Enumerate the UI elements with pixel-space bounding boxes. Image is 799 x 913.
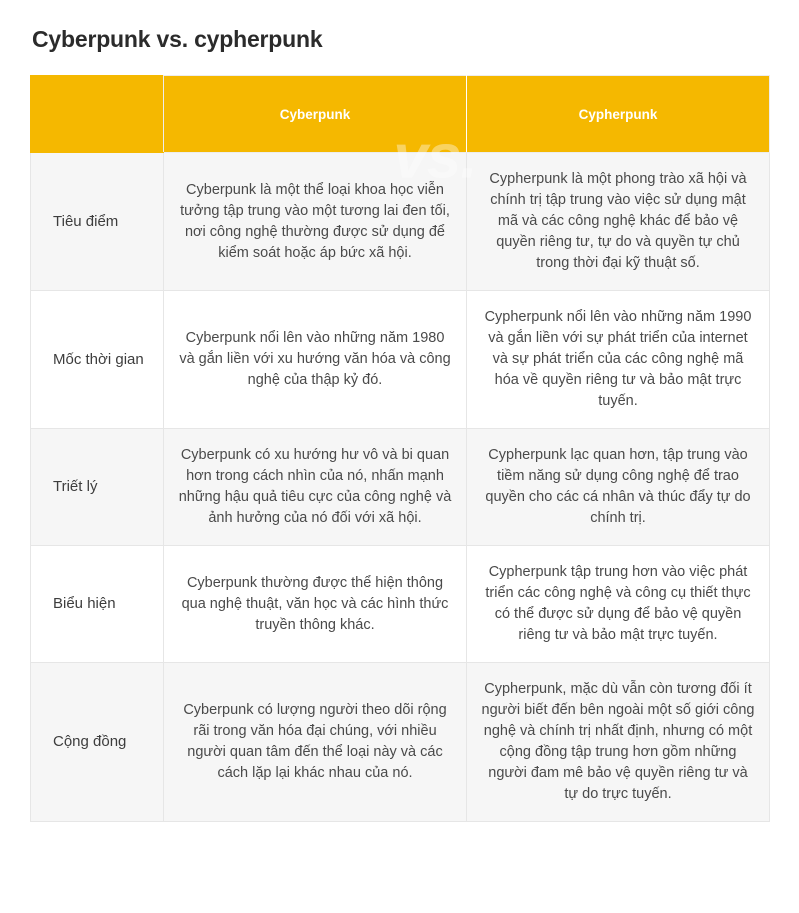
- table-header-cyberpunk: Cyberpunk: [164, 76, 467, 153]
- comparison-table: [30, 75, 770, 822]
- table-row: [31, 153, 770, 291]
- page-title: Cyberpunk vs. cypherpunk: [32, 26, 323, 52]
- cell-cypherpunk: Cypherpunk nổi lên vào những năm 1990 và gắn liền với sự phát triển của internet và sự phát triển của các công nghệ mã hóa về quyền riêng tư và bảo mật trực tuyến.: [467, 291, 770, 429]
- cell-cypherpunk: Cypherpunk là một phong trào xã hội và chính trị tập trung vào việc sử dụng mật mã và các công nghệ khác để bảo vệ quyền riêng tư, tự do và quyền tự chủ trong thời đại kỹ thuật số.: [467, 153, 770, 291]
- cell-cyberpunk: Cyberpunk có xu hướng hư vô và bi quan hơn trong cách nhìn của nó, nhấn mạnh những hậu quả tiêu cực của công nghệ và ảnh hưởng của nó đối với xã hội.: [164, 429, 467, 546]
- table-body: [31, 153, 770, 822]
- cell-cyberpunk: Cyberpunk có lượng người theo dõi rộng rãi trong văn hóa đại chúng, với nhiều người quan tâm đến thể loại này và các cách lặp lại khác nhau của nó.: [164, 663, 467, 822]
- vs-watermark: vs.: [393, 122, 477, 192]
- cell-cyberpunk: Cyberpunk thường được thể hiện thông qua nghệ thuật, văn học và các hình thức truyền thông khác.: [164, 546, 467, 663]
- comparison-table-wrapper: [30, 75, 769, 822]
- table-header: [31, 76, 770, 153]
- cell-cypherpunk: Cypherpunk tập trung hơn vào việc phát triển các công nghệ và công cụ thiết thực có thể được sử dụng để bảo vệ quyền riêng tư và bảo mật trực tuyến.: [467, 546, 770, 663]
- table-header-row: [31, 76, 770, 153]
- row-label: Tiêu điểm: [31, 153, 164, 291]
- table-row: [31, 291, 770, 429]
- table-header-corner: [31, 76, 164, 153]
- table-row: [31, 663, 770, 822]
- cell-cypherpunk: Cypherpunk lạc quan hơn, tập trung vào tiềm năng sử dụng công nghệ để trao quyền cho các cá nhân và thúc đẩy tự do chính trị.: [467, 429, 770, 546]
- table-row: [31, 429, 770, 546]
- row-label: Triết lý: [31, 429, 164, 546]
- cell-cypherpunk: Cypherpunk, mặc dù vẫn còn tương đối ít người biết đến bên ngoài một số giới công nghệ và chính trị nhất định, nhưng có một cộng đồng tập trung hơn gồm những người đam mê bảo vệ quyền riêng tư và tự do trực tuyến.: [467, 663, 770, 822]
- table-header-cypherpunk: Cypherpunk: [467, 76, 770, 153]
- cell-cyberpunk: Cyberpunk nổi lên vào những năm 1980 và gắn liền với xu hướng văn hóa và công nghệ của thập kỷ đó.: [164, 291, 467, 429]
- row-label: Cộng đồng: [31, 663, 164, 822]
- row-label: Mốc thời gian: [31, 291, 164, 429]
- table-row: [31, 546, 770, 663]
- row-label: Biểu hiện: [31, 546, 164, 663]
- cell-cyberpunk: Cyberpunk là một thể loại khoa học viễn tưởng tập trung vào một tương lai đen tối, nơi công nghệ thường được sử dụng để kiểm soát hoặc áp bức xã hội.: [164, 153, 467, 291]
